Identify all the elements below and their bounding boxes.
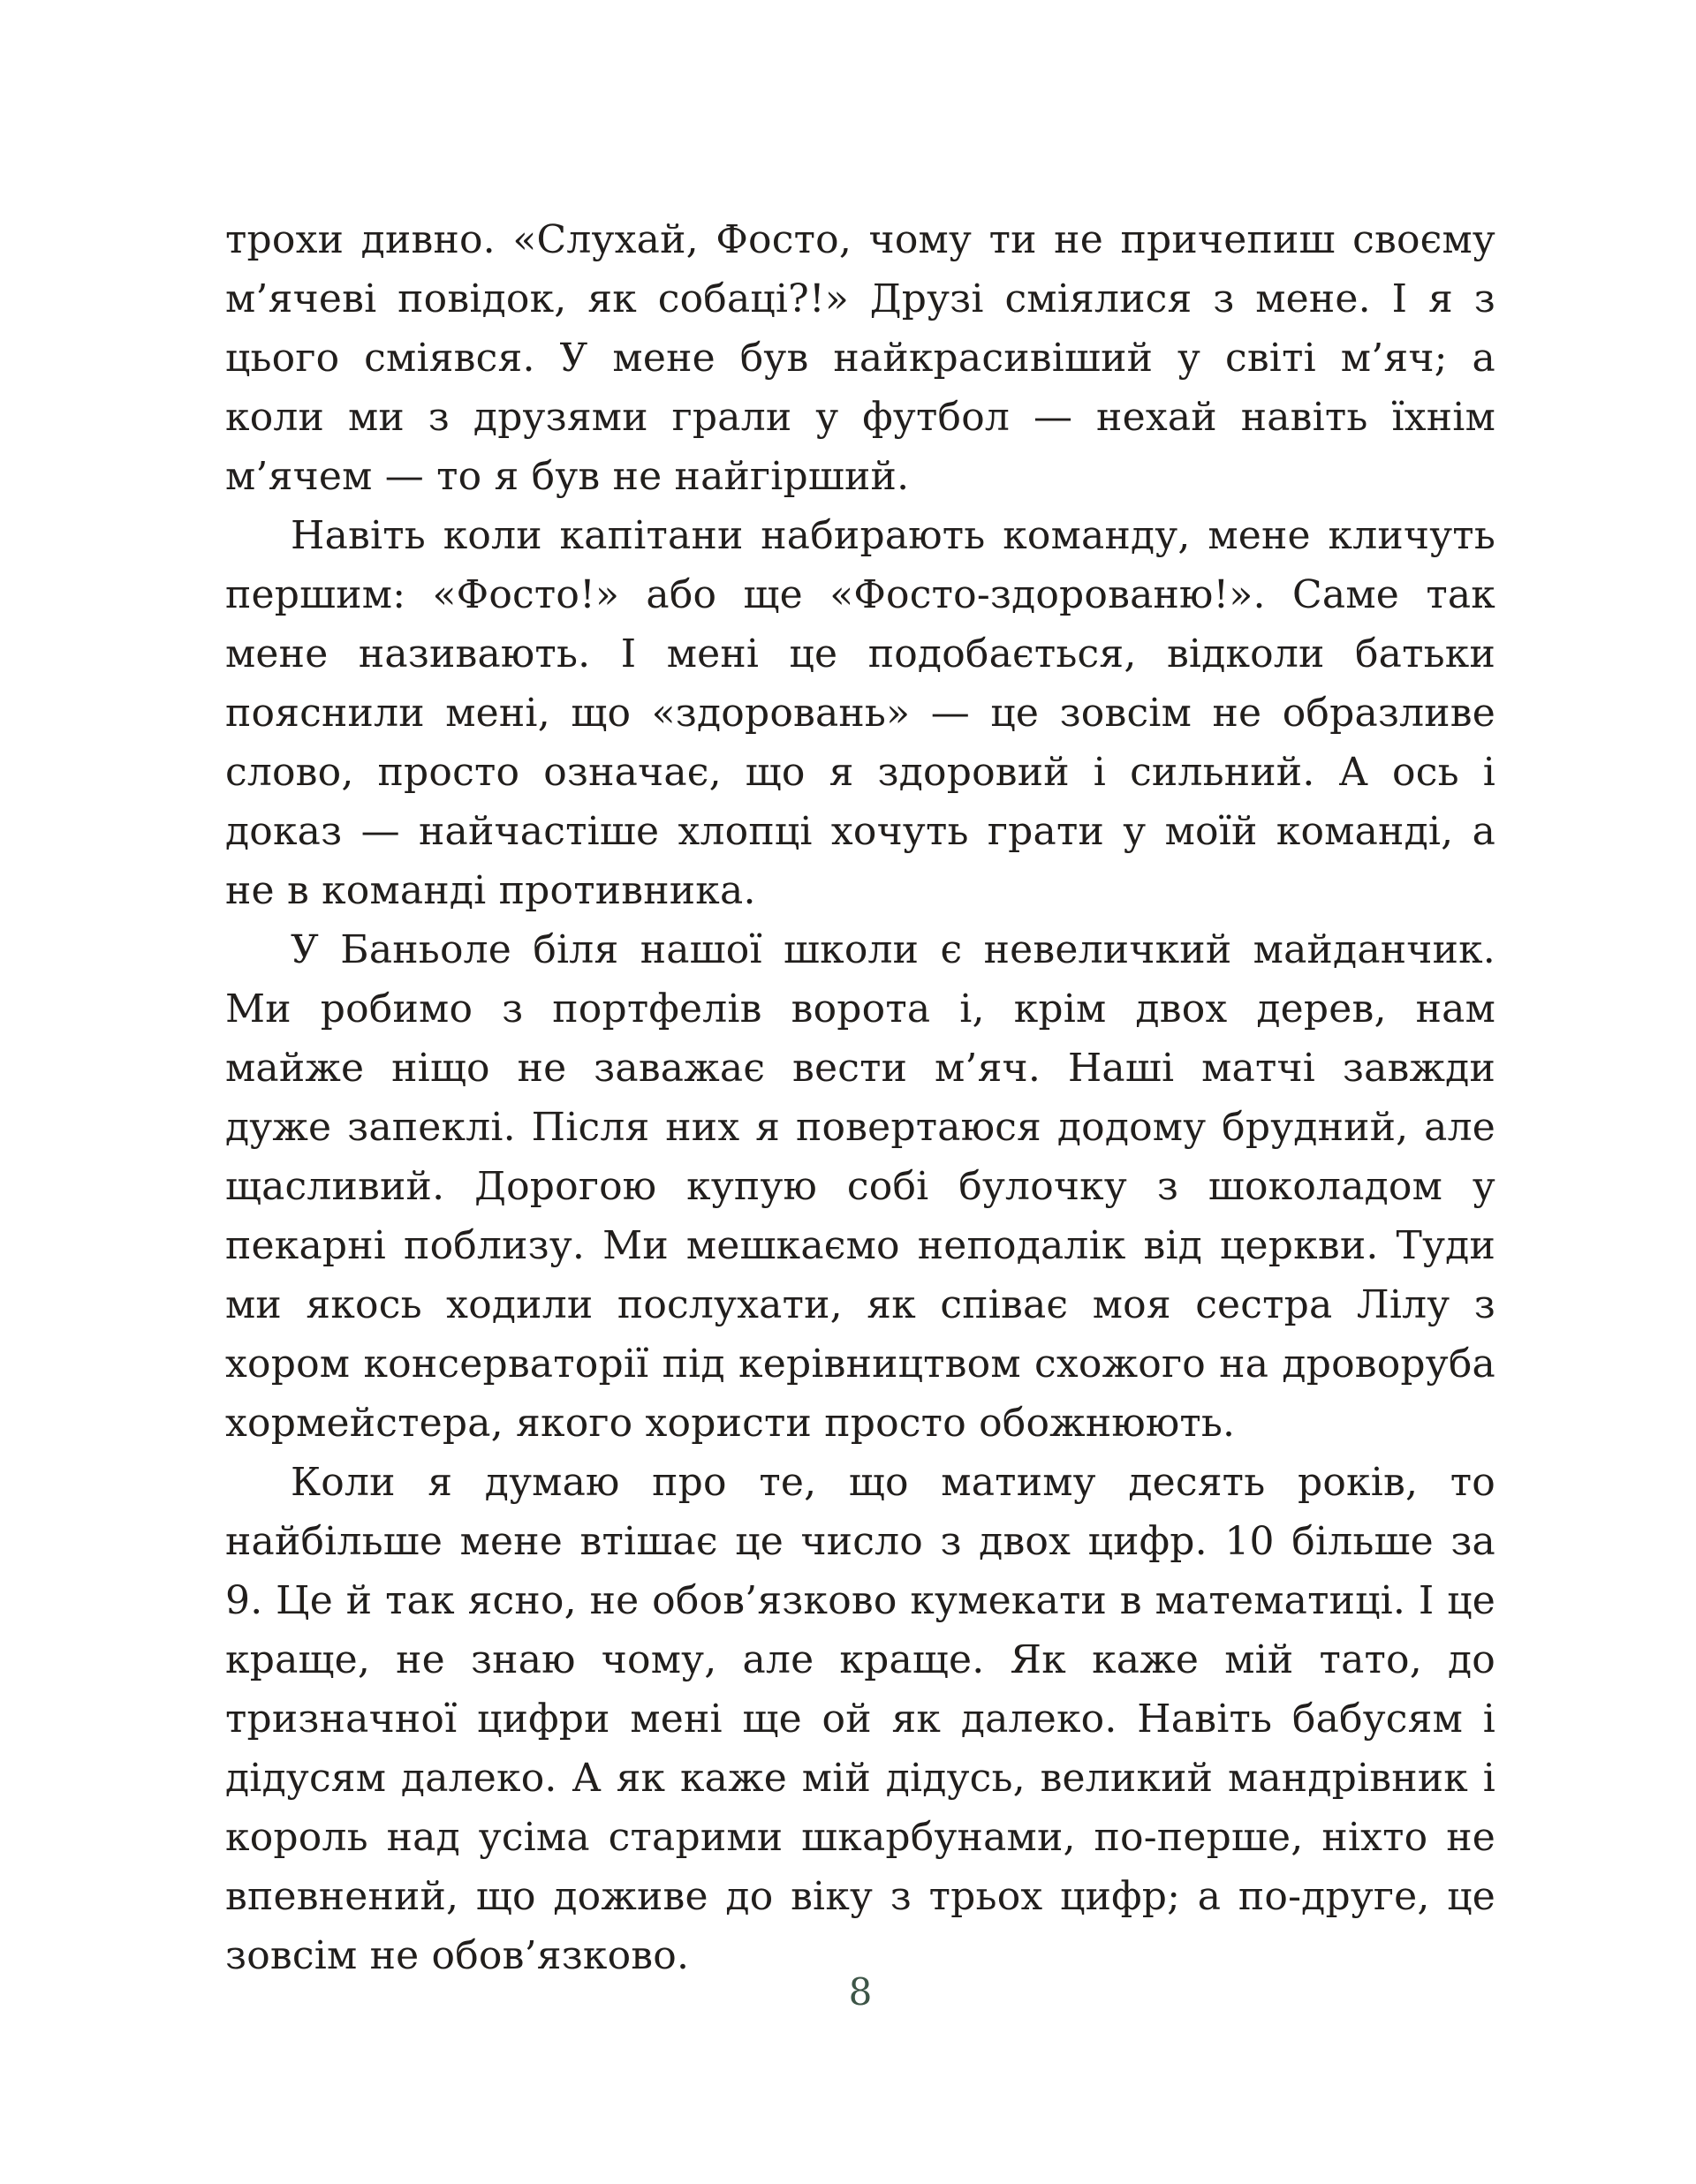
page-number: 8 (848, 1970, 873, 2014)
paragraph: Коли я думаю про те, що матиму десять років, то найбільше мене втішає це число з двох цифр. 10 більше за 9. Це й так ясно, не обов’язково кумекати в математиці. І це краще, не знаю чому, але краще. Як каже мій тато, до тризначної цифри мені ще ой як далеко. Навіть бабусям і дідусям далеко. А як каже мій дідусь, великий мандрівник і король над усіма старими шкарбунами, по-перше, ніхто не впевнений, що доживе до віку з трьох цифр; а по-друге, це зовсім не обов’язково. (225, 1460, 1495, 1978)
paragraph: Навіть коли капітани набирають команду, мене кличуть першим: «Фосто!» або ще «Фосто-здорованю!». Саме так мене називають. І мені це подобається, відколи батьки пояснили мені, що «здоровань» — це зовсім не образливе слово, просто означає, що я здоровий і сильний. А ось і доказ — найчастіше хлопці хочуть грати у моїй команді, а не в команді противника. (225, 513, 1495, 913)
paragraph: трохи дивно. «Слухай, Фосто, чому ти не причепиш своєму м’ячеві повідок, як собаці?!» Друзі сміялися з мене. І я з цього сміявся. У мене був найкрасивіший у світі м’яч; а коли ми з друзями грали у футбол — нехай навіть їхнім м’ячем — то я був не найгірший. (225, 217, 1495, 499)
paragraph: У Баньоле біля нашої школи є невеличкий майданчик. Ми робимо з портфелів ворота і, крім двох дерев, нам майже ніщо не заважає вести м’яч. Наші матчі завжди дуже запеклі. Після них я повертаюся додому брудний, але щасливий. Дорогою купую собі булочку з шоколадом у пекарні поблизу. Ми мешкаємо неподалік від церкви. Туди ми якось ходили послухати, як співає моя сестра Лілу з хором консерваторії під керівництвом схожого на дроворуба хормейстера, якого хористи просто обожнюють. (225, 927, 1495, 1446)
text-block (225, 210, 1495, 1985)
